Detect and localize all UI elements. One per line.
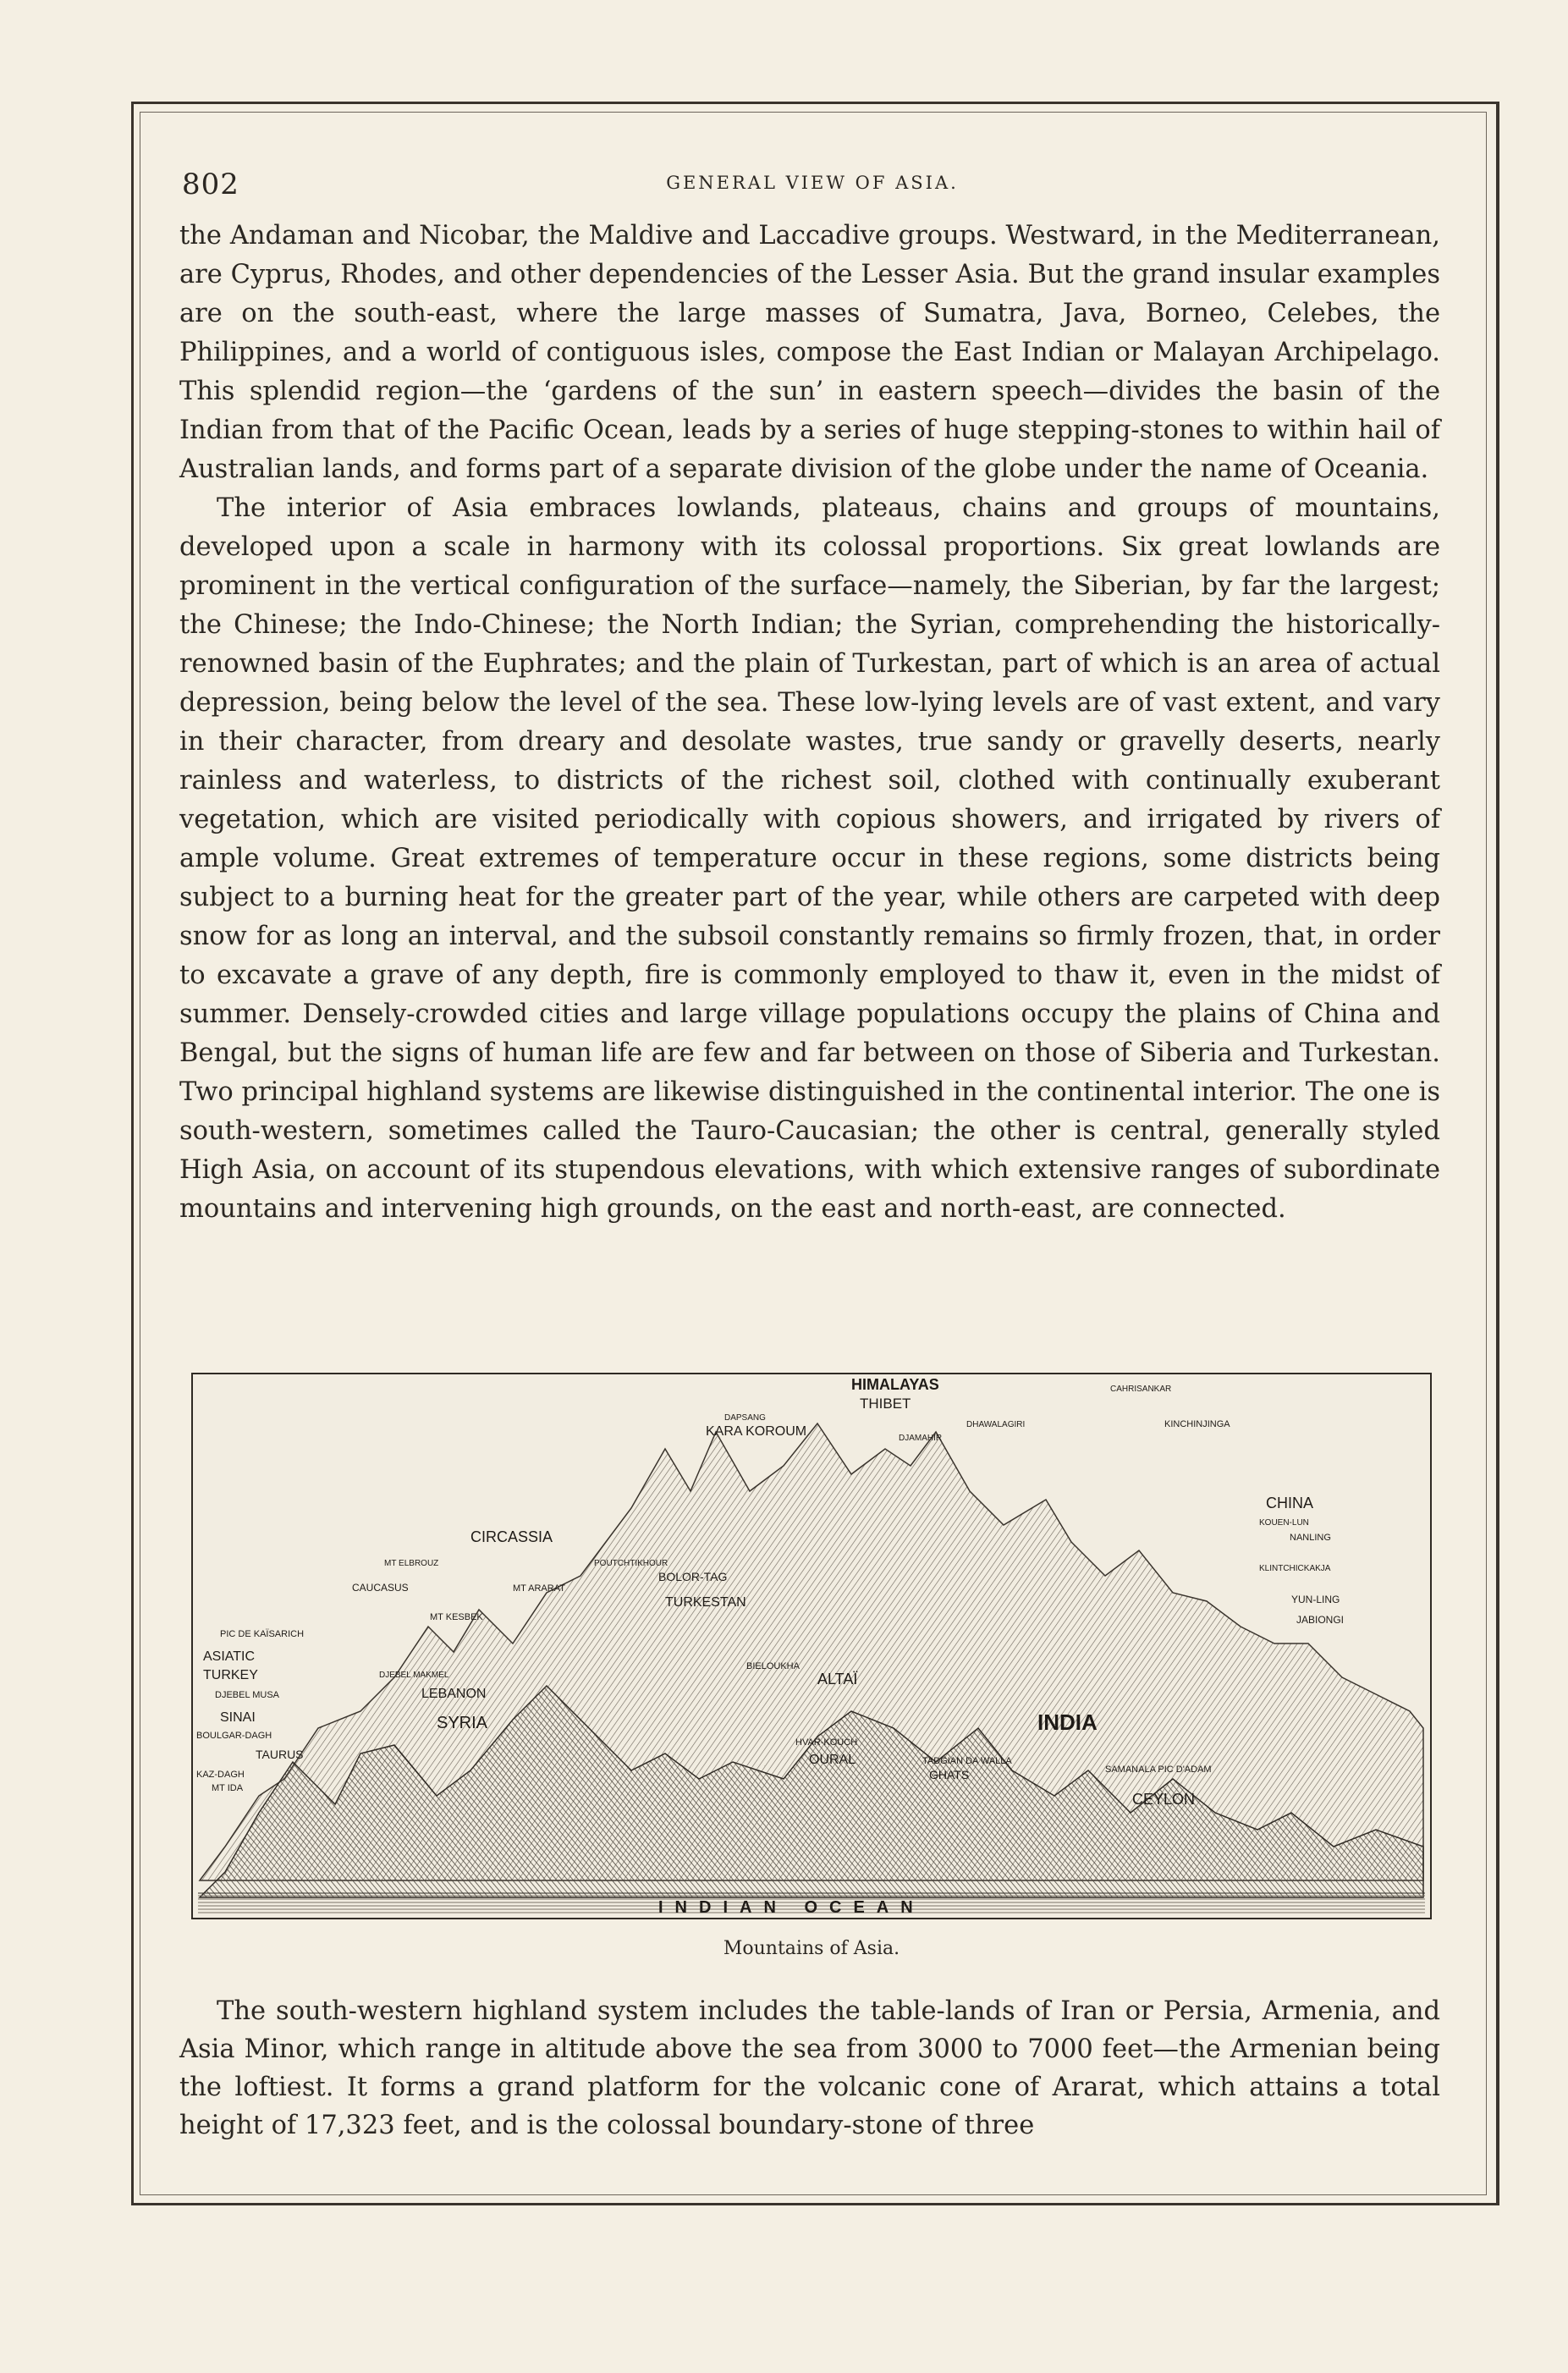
label-samanala-pic-d-adam: SAMANALA PIC D'ADAM (1105, 1765, 1212, 1775)
label-bieloukha: BIELOUKHA (746, 1661, 800, 1671)
label-asiatic: ASIATIC (203, 1649, 256, 1664)
mountains-engraving (191, 1373, 1432, 1931)
label-turkey: TURKEY (203, 1668, 258, 1682)
label-lebanon: LEBANON (421, 1687, 487, 1701)
label-kouen-lun: KOUEN-LUN (1259, 1518, 1309, 1528)
label-syria: SYRIA (437, 1714, 488, 1732)
paragraph-1: the Andaman and Nicobar, the Maldive and Laccadive groups. Westward, in the Mediterranean, are Cyprus, Rhodes, and other dependencies of the Lesser Asia. But the grand insular examples are on the south-east, where the large masses of Sumatra, Java, Borneo, Celebes, the Philippines, and a world of contiguous isles, compose the East Indian or Malayan Archipelago. This splendid region—the ‘gardens of the sun’ in eastern speech—divides the basin of the Indian from that of the Pacific Ocean, leads by a series of huge stepping-stones to within hail of Australian lands, and forms part of a separate division of the globe under the name of Oceania. (179, 221, 1440, 484)
label-klintchickakja: KLINTCHICKAKJA (1259, 1564, 1331, 1573)
label-circassia: CIRCASSIA (470, 1528, 553, 1545)
label-oural: OURAL (809, 1753, 856, 1767)
label-china: CHINA (1266, 1495, 1314, 1511)
paragraph-2: The interior of Asia embraces lowlands, plateaus, chains and groups of mountains, developed upon a scale in harmony with its colossal proportions. Six great lowlands are prominent in the vertical configuration of the surface—namely, the Siberian, by far the largest; the Chinese; the Indo-Chinese; the North Indian; the Syrian, comprehending the historically-renowned basin of the Euphrates; and the plain of Turkestan, part of which is an area of actual depression, being below the level of the sea. These low-lying levels are of vast extent, and vary in their character, from dreary and desolate wastes, true sandy or gravelly deserts, nearly rainless and waterless, to districts of the richest soil, clothed with continually exuberant vegetation, which are visited periodically with copious showers, and irrigated by rivers of ample volume. Great extremes of temperature occur in these regions, some districts being subject to a burning heat for the greater part of the year, while others are carpeted with deep snow for as long an interval, and the subsoil constantly remains so firmly frozen, that, in order to excavate a grave of any depth, fire is commonly employed to thaw it, even in the midst of summer. Densely-crowded cities and large village populations occupy the plains of China and Bengal, but the signs of human life are few and far between on those of Siberia and Turkestan. Two principal highland systems are likewise distinguished in the continental interior. The one is south-western, sometimes called the Tauro-Caucasian; the other is central, generally styled High Asia, on account of its stupendous elevations, with which extensive ranges of subordinate mountains and intervening high grounds, on the east and north-east, are connected. (179, 493, 1440, 1224)
page-number: 802 (182, 168, 239, 201)
bottom-text (179, 1992, 1440, 2145)
label-hvar-kouch: HVAR-KOUCH (795, 1737, 858, 1748)
label-mt-kesbek: MT KESBEK (430, 1612, 483, 1622)
mountains-illustration (191, 1373, 1432, 1931)
label-altai: ALTAÏ (817, 1671, 858, 1688)
label-mt-ida: MT IDA (212, 1783, 244, 1793)
label-india: INDIA (1037, 1710, 1098, 1735)
label-caucasus: CAUCASUS (352, 1582, 409, 1594)
label-ceylon: CEYLON (1132, 1791, 1196, 1808)
label-cahrisankar: CAHRISANKAR (1110, 1385, 1172, 1394)
label-indian-ocean: INDIAN OCEAN (658, 1898, 925, 1917)
label-boulgar-dagh: BOULGAR-DAGH (196, 1731, 272, 1741)
running-header (182, 168, 1443, 201)
label-kinchinjinga: KINCHINJINGA (1164, 1419, 1230, 1429)
label-nanling: NANLING (1290, 1533, 1331, 1543)
label-tadgian-da-walla: TADGIAN DA WALLA (922, 1756, 1012, 1766)
label-pic-de-kaisarich: PIC DE KAÏSARICH (220, 1629, 305, 1639)
label-dhawalagiri: DHAWALAGIRI (966, 1420, 1026, 1429)
label-himalayas: HIMALAYAS (851, 1376, 939, 1393)
main-text (179, 217, 1440, 1229)
label-taurus: TAURUS (256, 1748, 304, 1761)
figure-caption: Mountains of Asia. (723, 1938, 900, 1959)
label-ghats: GHATS (929, 1768, 970, 1781)
label-mt-ararat: MT ARARAT (513, 1583, 565, 1594)
label-kaz-dagh: KAZ-DAGH (196, 1770, 245, 1780)
label-poutchtikhour: POUTCHTIKHOUR (594, 1559, 668, 1568)
paragraph-3: The south-western highland system includes the table-lands of Iran or Persia, Armenia, and Asia Minor, which range in altitude above the sea from 3000 to 7000 feet—the Armenian being the loftiest. It forms a grand platform for the volcanic cone of Ararat, which attains a total height of 17,323 feet, and is the colossal boundary-stone of three (179, 1996, 1440, 2140)
label-djamahir: DJAMAHIR (899, 1434, 943, 1443)
label-bolor-tag: BOLOR-TAG (658, 1570, 728, 1583)
label-turkestan: TURKESTAN (665, 1595, 746, 1610)
label-kara-koroum: KARA KOROUM (706, 1424, 807, 1439)
label-sinai: SINAI (220, 1710, 256, 1725)
label-yun-ling: YUN-LING (1291, 1594, 1340, 1605)
running-title: GENERAL VIEW OF ASIA. (666, 173, 959, 193)
label-djebel-musa: DJEBEL MUSA (215, 1690, 280, 1700)
label-djebel-makmel: DJEBEL MAKMEL (379, 1671, 449, 1680)
label-jabiongi: JABIONGI (1296, 1614, 1345, 1626)
label-mt-elbrouz: MT ELBROUZ (384, 1559, 439, 1568)
label-thibet: THIBET (860, 1396, 911, 1412)
label-dapsang: DAPSANG (724, 1413, 766, 1423)
